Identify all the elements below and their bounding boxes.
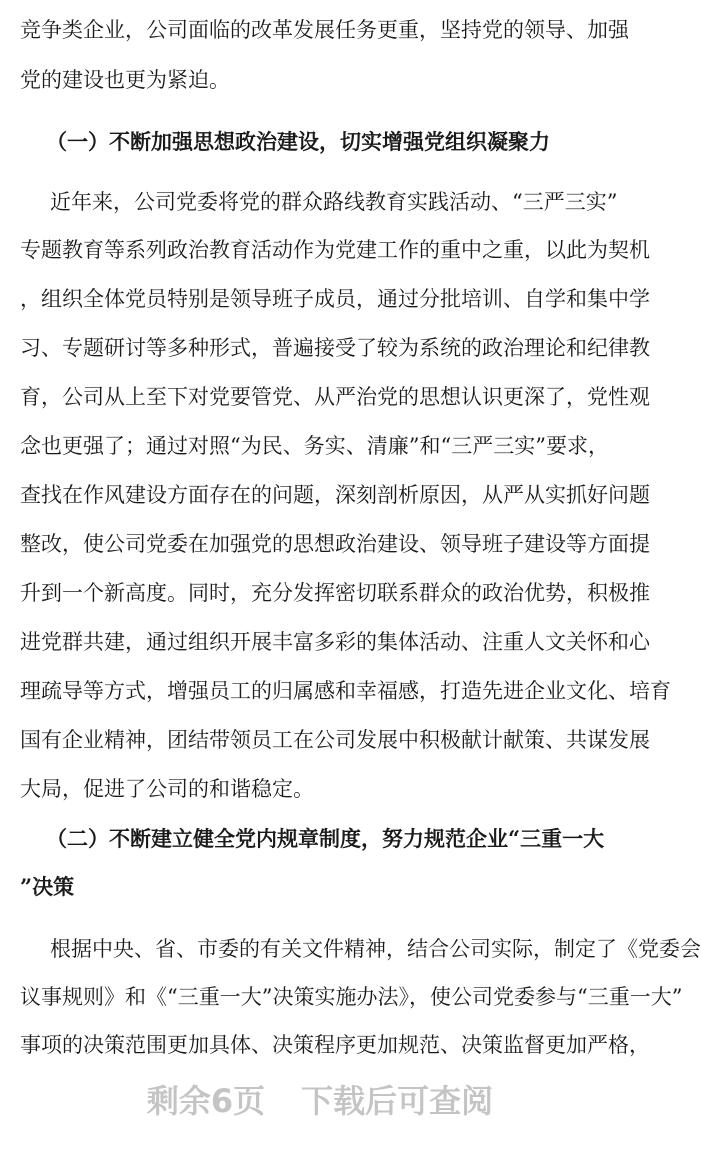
paragraph-line: 理疏导等方式，增强员工的归属感和幸福感，打造先进企业文化、培育 xyxy=(20,679,671,703)
paragraph-line: 党的建设也更为紧迫。 xyxy=(20,68,230,92)
paragraph-line: 近年来，公司党委将党的群众路线教育实践活动、“三严三实” xyxy=(50,190,618,214)
section-heading-2-cont: ”决策 xyxy=(20,874,75,899)
paragraph-line: 查找在作风建设方面存在的问题，深刻剖析原因，从严从实抓好问题 xyxy=(20,483,650,507)
paragraph-line: 育，公司从上至下对党要管党、从严治党的思想认识更深了，党性观 xyxy=(20,385,650,409)
section-heading-2: （二）不断建立健全党内规章制度，努力规范企业“三重一大 xyxy=(46,826,605,851)
paragraph-line: 竞争类企业，公司面临的改革发展任务更重，坚持党的领导、加强 xyxy=(20,18,629,42)
paragraph-line: ，组织全体党员特别是领导班子成员，通过分批培训、自学和集中学 xyxy=(20,287,650,311)
paragraph-line: 议事规则》和《“三重一大”决策实施办法》，使公司党委参与“三重一大” xyxy=(20,985,683,1009)
paragraph-line: 事项的决策范围更加具体、决策程序更加规范、决策监督更加严格， xyxy=(20,1033,650,1057)
download-prompt-banner[interactable] xyxy=(0,1076,640,1126)
section-heading-1: （一）不断加强思想政治建设，切实增强党组织凝聚力 xyxy=(46,129,550,154)
remaining-pages-label: 剩余6页 xyxy=(146,1082,266,1120)
paragraph-line: 习、专题研讨等多种形式，普遍接受了较为系统的政治理论和纪律教 xyxy=(20,336,650,360)
paragraph-line: 根据中央、省、市委的有关文件精神，结合公司实际，制定了《党委会 xyxy=(50,937,701,961)
paragraph-line: 国有企业精神，团结带领员工在公司发展中积极献计献策、共谋发展 xyxy=(20,728,650,752)
paragraph-line: 专题教育等系列政治教育活动作为党建工作的重中之重，以此为契机 xyxy=(20,238,650,262)
paragraph-line: 进党群共建，通过组织开展丰富多彩的集体活动、注重人文关怀和心 xyxy=(20,630,650,654)
paragraph-line: 整改，使公司党委在加强党的思想政治建设、领导班子建设等方面提 xyxy=(20,532,650,556)
paragraph-line: 大局，促进了公司的和谐稳定。 xyxy=(20,777,314,801)
paragraph-line: 升到一个新高度。同时，充分发挥密切联系群众的政治优势，积极推 xyxy=(20,581,650,605)
paragraph-line: 念也更强了；通过对照“为民、务实、清廉”和“三严三实”要求， xyxy=(20,434,609,458)
download-hint-label: 下载后可查阅 xyxy=(301,1082,494,1120)
